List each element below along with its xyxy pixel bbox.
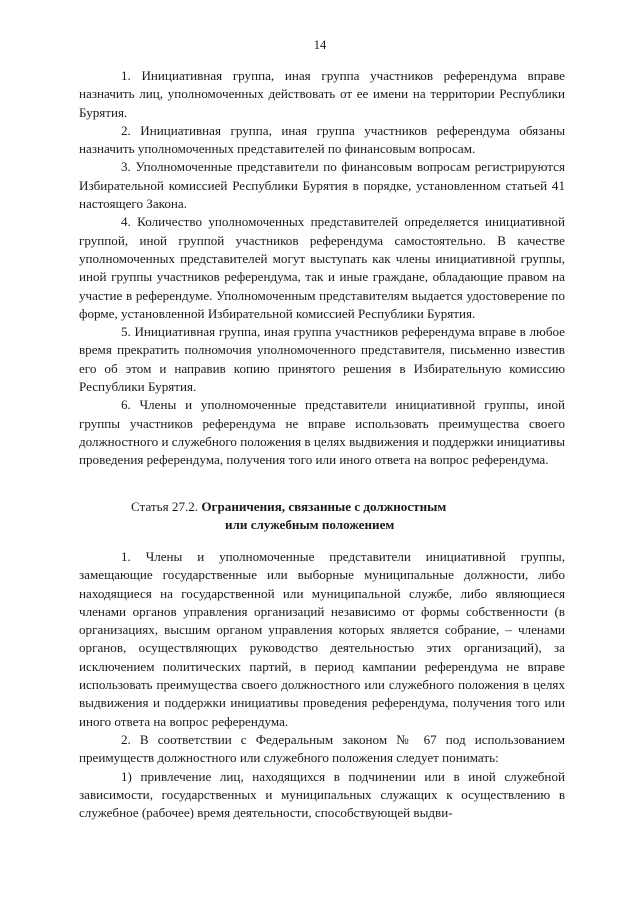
article-title-line1: Ограничения, связанные с должностным — [201, 499, 447, 514]
paragraph: 1) привлечение лиц, находящихся в подчинении или в иной служебной зависимости, государственных и муниципальных служащих к осуществлению в служебное (рабочее) время деятельности, способствующей выдви- — [79, 768, 565, 821]
article-27-1-tail — [79, 67, 565, 470]
paragraph: 5. Инициативная группа, иная группа участников референдума вправе в любое время прекратить полномочия уполномоченного представителя, письменно известив его об этом и направив копию принятого решения в Избирательную комиссию Республики Бурятия. — [79, 324, 565, 395]
paragraph: 4. Количество уполномоченных представителей определяется инициативной группой, иной группой участников референдума самостоятельно. В качестве уполномоченных представителей могут выступать как члены инициативной группы, иной группы участников референдума, так и иные граждане, обладающие правом на участие в референдуме. Уполномоченным представителям выдается удостоверение по форме, установленной Избирательной комиссией Республики Бурятия. — [79, 214, 565, 321]
paragraph: 2. Инициативная группа, иная группа участников референдума обязаны назначить уполномоченных представителей по финансовым вопросам. — [79, 122, 565, 157]
paragraph: 6. Члены и уполномоченные представители инициативной группы, иной группы участников референдума не вправе использовать преимущества своего должностного и служебного положения в целях выдвижения и поддержки инициативы проведения референдума, получения того или иного ответа на вопрос референдума. — [79, 397, 565, 468]
paragraph: 3. Уполномоченные представители по финансовым вопросам регистрируются Избирательной комиссией Республики Бурятия в порядке, установленном статьей 41 настоящего Закона. — [79, 159, 565, 212]
article-title-line2: или служебным положением — [225, 517, 395, 533]
article-number: Статья 27.2. — [131, 499, 202, 514]
page-number: 14 — [313, 38, 327, 52]
paragraph: 2. В соответствии с Федеральным законом № 67 под использованием преимуществ должностного или служебного положения следует понимать: — [79, 731, 565, 766]
paragraph: 1. Члены и уполномоченные представители инициативной группы, замещающие государственные или выборные муниципальные должности, либо находящиеся на государственной или муниципальной службе, либо являющиеся членами органов управления организаций независимо от формы собственности (в организациях, высшим органом управления которых является собрание, – членами органов, осуществляющих руководство деятельностью этих организаций), за исключением политических партий, в период кампании референдума не вправе использовать преимущества своего должностного или служебного положения в целях выдвижения и поддержки инициативы проведения референдума, получения того или иного ответа на вопрос референдума. — [79, 549, 565, 729]
paragraph: 1. Инициативная группа, иная группа участников референдума вправе назначить лиц, уполномоченных действовать от ее имени на территории Республики Бурятия. — [79, 68, 565, 120]
article-heading — [79, 498, 565, 535]
article-27-2-body — [79, 548, 565, 822]
